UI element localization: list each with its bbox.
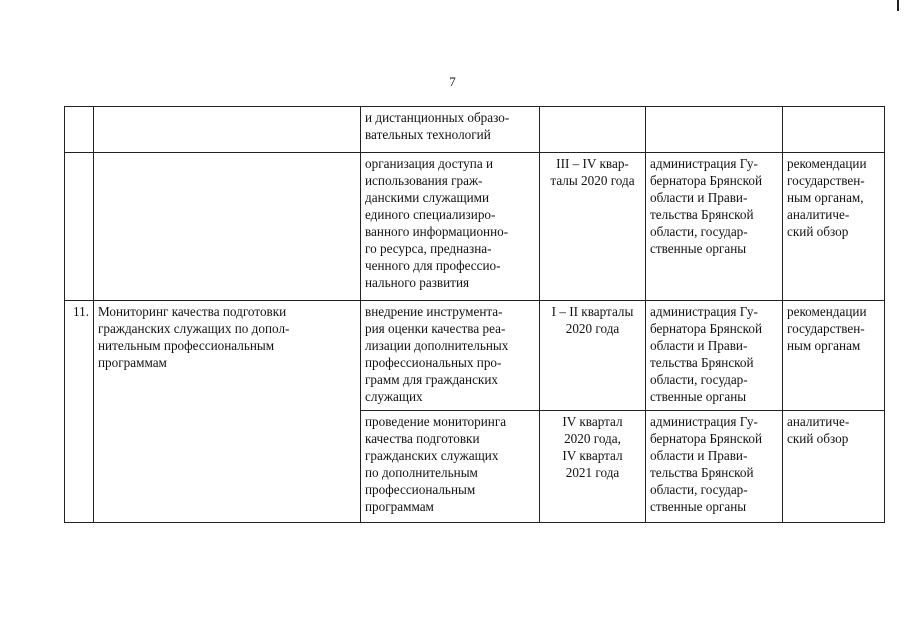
measure-cell: и дистанционных образо- вательных технологий xyxy=(361,107,540,153)
row-number-cell xyxy=(65,107,94,153)
measure-cell: организация доступа и использования граж- данскими служащими единого специализиро- ванного информационно- го ресурса, предназна- ченного для профессио- нального развития xyxy=(361,153,540,301)
scan-edge-mark xyxy=(897,0,899,11)
row-number-cell xyxy=(65,153,94,301)
row-number-cell: 11. xyxy=(65,301,94,523)
page-number: 7 xyxy=(449,74,456,89)
measure-cell: внедрение инструмента- рия оценки качества реа- лизации дополнительных профессиональных про- грамм для гражданских служащих xyxy=(361,301,540,411)
executor-cell: администрация Гу- бернатора Брянской области и Прави- тельства Брянской области, государ- ственные органы xyxy=(646,153,783,301)
plan-table xyxy=(64,106,885,523)
executor-cell xyxy=(646,107,783,153)
executor-cell: администрация Гу- бернатора Брянской области и Прави- тельства Брянской области, государ- ственные органы xyxy=(646,301,783,411)
activity-title-cell: Мониторинг качества подготовки гражданских служащих по допол- нительным профессиональным программам xyxy=(94,301,361,523)
period-cell xyxy=(540,107,646,153)
executor-cell: администрация Гу- бернатора Брянской области и Прави- тельства Брянской области, государ- ственные органы xyxy=(646,411,783,523)
period-cell: IV квартал 2020 года, IV квартал 2021 года xyxy=(540,411,646,523)
period-cell: I – II кварталы 2020 года xyxy=(540,301,646,411)
measure-cell: проведение мониторинга качества подготовки гражданских служащих по дополнительным профессиональным программам xyxy=(361,411,540,523)
activity-title-cell xyxy=(94,153,361,301)
period-cell: III – IV квар- талы 2020 года xyxy=(540,153,646,301)
table-row xyxy=(65,107,885,153)
table-row xyxy=(65,301,885,411)
result-cell: рекомендации государствен- ным органам xyxy=(783,301,885,411)
result-cell: аналитиче- ский обзор xyxy=(783,411,885,523)
result-cell: рекомендации государствен- ным органам, аналитиче- ский обзор xyxy=(783,153,885,301)
result-cell xyxy=(783,107,885,153)
activity-title-cell xyxy=(94,107,361,153)
table-row xyxy=(65,153,885,301)
